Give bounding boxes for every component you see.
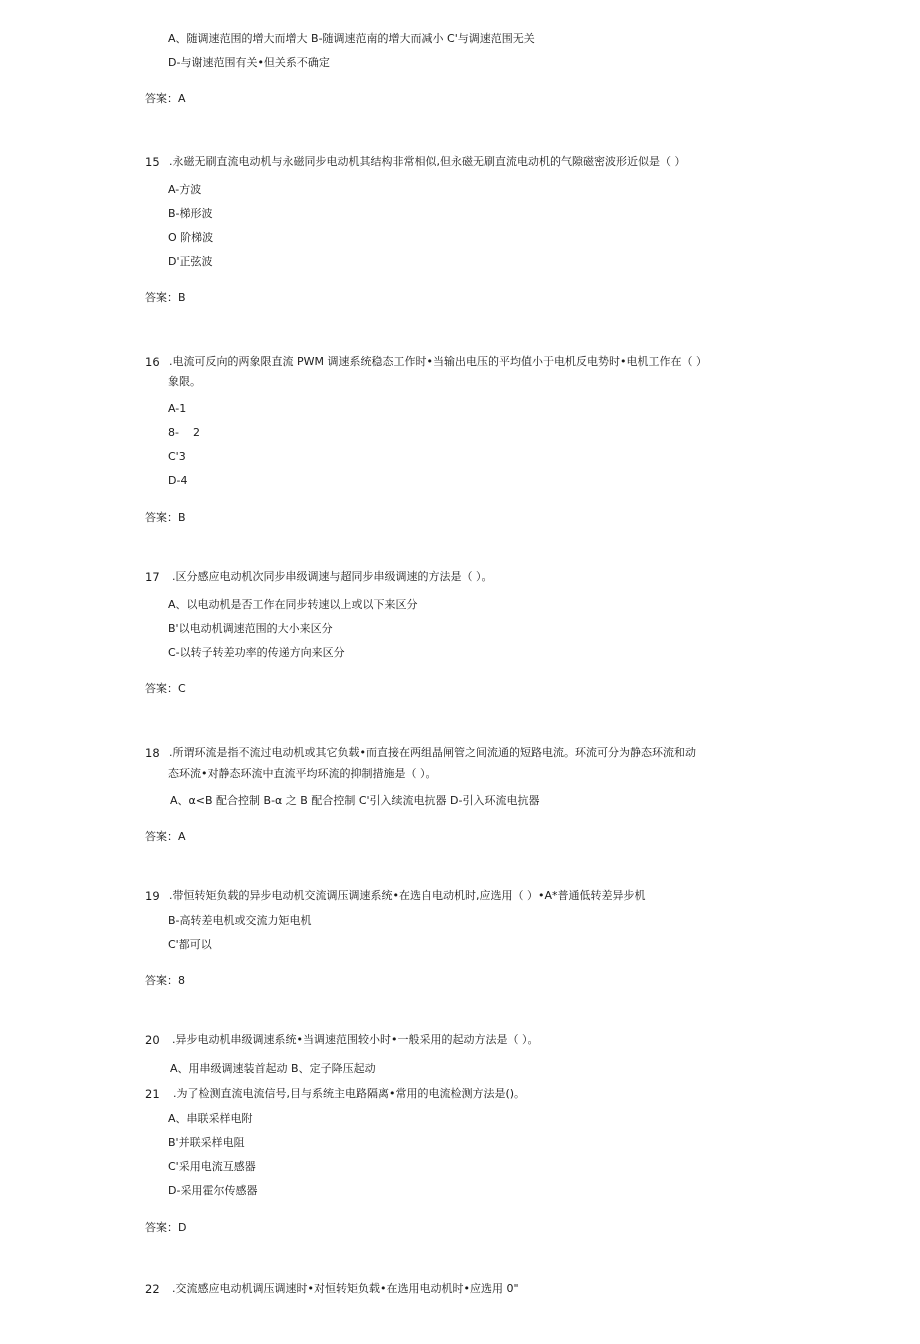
q14-options-line-1: A、随调速范围的增大而增大 B-随调速范南的增大而减小 C'与调速范围无关 [168,32,535,45]
q21-option-d: D-采用霍尔传感器 [168,1184,258,1197]
q19-number: 19 [145,889,160,903]
q18-options-line: A、α<B 配合控制 B-α 之 B 配合控制 C'引入续流电抗器 D-引入环流电抗器 [170,794,540,807]
q16-question-line-1: .电流可反向的两象限直流 PWM 调速系统稳态工作时•当输出电压的平均值小于电机反电势时•电机工作在（ ） [169,355,707,368]
q22-question: .交流感应电动机调压调速时•对恒转矩负载•在选用电动机时•应选用 0" [172,1282,519,1295]
q21-option-a: A、串联采样电附 [168,1112,253,1125]
q15-answer: 答案：B [145,291,186,304]
q18-number: 18 [145,746,160,760]
q15-option-b: B-梯形波 [168,207,213,220]
q17-number: 17 [145,570,160,584]
q15-number: 15 [145,155,160,169]
q16-option-b: 8- 2 [168,426,200,439]
q16-option-d: D-4 [168,474,188,487]
q14-options-line-2: D-与谢速范围有关•但关系不确定 [168,56,330,69]
q16-answer: 答案：B [145,511,186,524]
q20-options-line: A、用串级调速装首起动 B、定子降压起动 [170,1062,376,1075]
q16-number: 16 [145,355,160,369]
q21-option-c: C'采用电流互感器 [168,1160,256,1173]
q17-option-b: B'以电动机调速范围的大小来区分 [168,622,333,635]
q17-option-a: A、以电动机是否工作在同步转速以上或以下来区分 [168,598,418,611]
q15-question: .永磁无刷直流电动机与永磁同步电动机其结构非常相似,但永磁无刷直流电动机的气隙磁密波形近似是（ ） [169,155,686,168]
q18-question-line-2: 态环流•对静态环流中直流平均环流的抑制措施是（ ）。 [168,767,437,780]
q20-number: 20 [145,1033,160,1047]
q16-option-a: A-1 [168,402,187,415]
q18-answer: 答案：A [145,830,186,843]
q16-option-c: C'3 [168,450,186,463]
q21-option-b: B'并联采样电阻 [168,1136,245,1149]
q21-question: .为了检测直流电流信号,目与系统主电路隔离•常用的电流检测方法是()。 [173,1087,526,1100]
q17-option-c: C-以转子转差功率的传递方向来区分 [168,646,345,659]
q15-option-c: O 阶梯波 [168,231,214,244]
q21-number: 21 [145,1087,160,1101]
q19-option-b: B-高转差电机或交流力矩电机 [168,914,312,927]
q20-question: .异步电动机串级调速系统•当调速范围较小时•一般采用的起动方法是（ ）。 [172,1033,539,1046]
q14-answer: 答案：A [145,92,186,105]
q21-answer: 答案：D [145,1221,187,1234]
q22-number: 22 [145,1282,160,1296]
q19-answer: 答案：8 [145,974,185,987]
q15-option-d: D'正弦波 [168,255,213,268]
q16-question-line-2: 象限。 [168,375,201,388]
q18-question-line-1: .所谓环流是指不流过电动机或其它负载•而直接在两组晶闸管之间流通的短路电流。环流可分为静态环流和动 [169,746,696,759]
q17-answer: 答案：C [145,682,186,695]
q19-question: .带恒转矩负载的异步电动机交流调压调速系统•在选自电动机时,应选用（ ）•A*普通低转差异步机 [169,889,646,902]
q19-option-c: C'都可以 [168,938,212,951]
q17-question: .区分感应电动机次同步串级调速与超同步串级调速的方法是（ ）。 [172,570,493,583]
q15-option-a: A-方波 [168,183,202,196]
